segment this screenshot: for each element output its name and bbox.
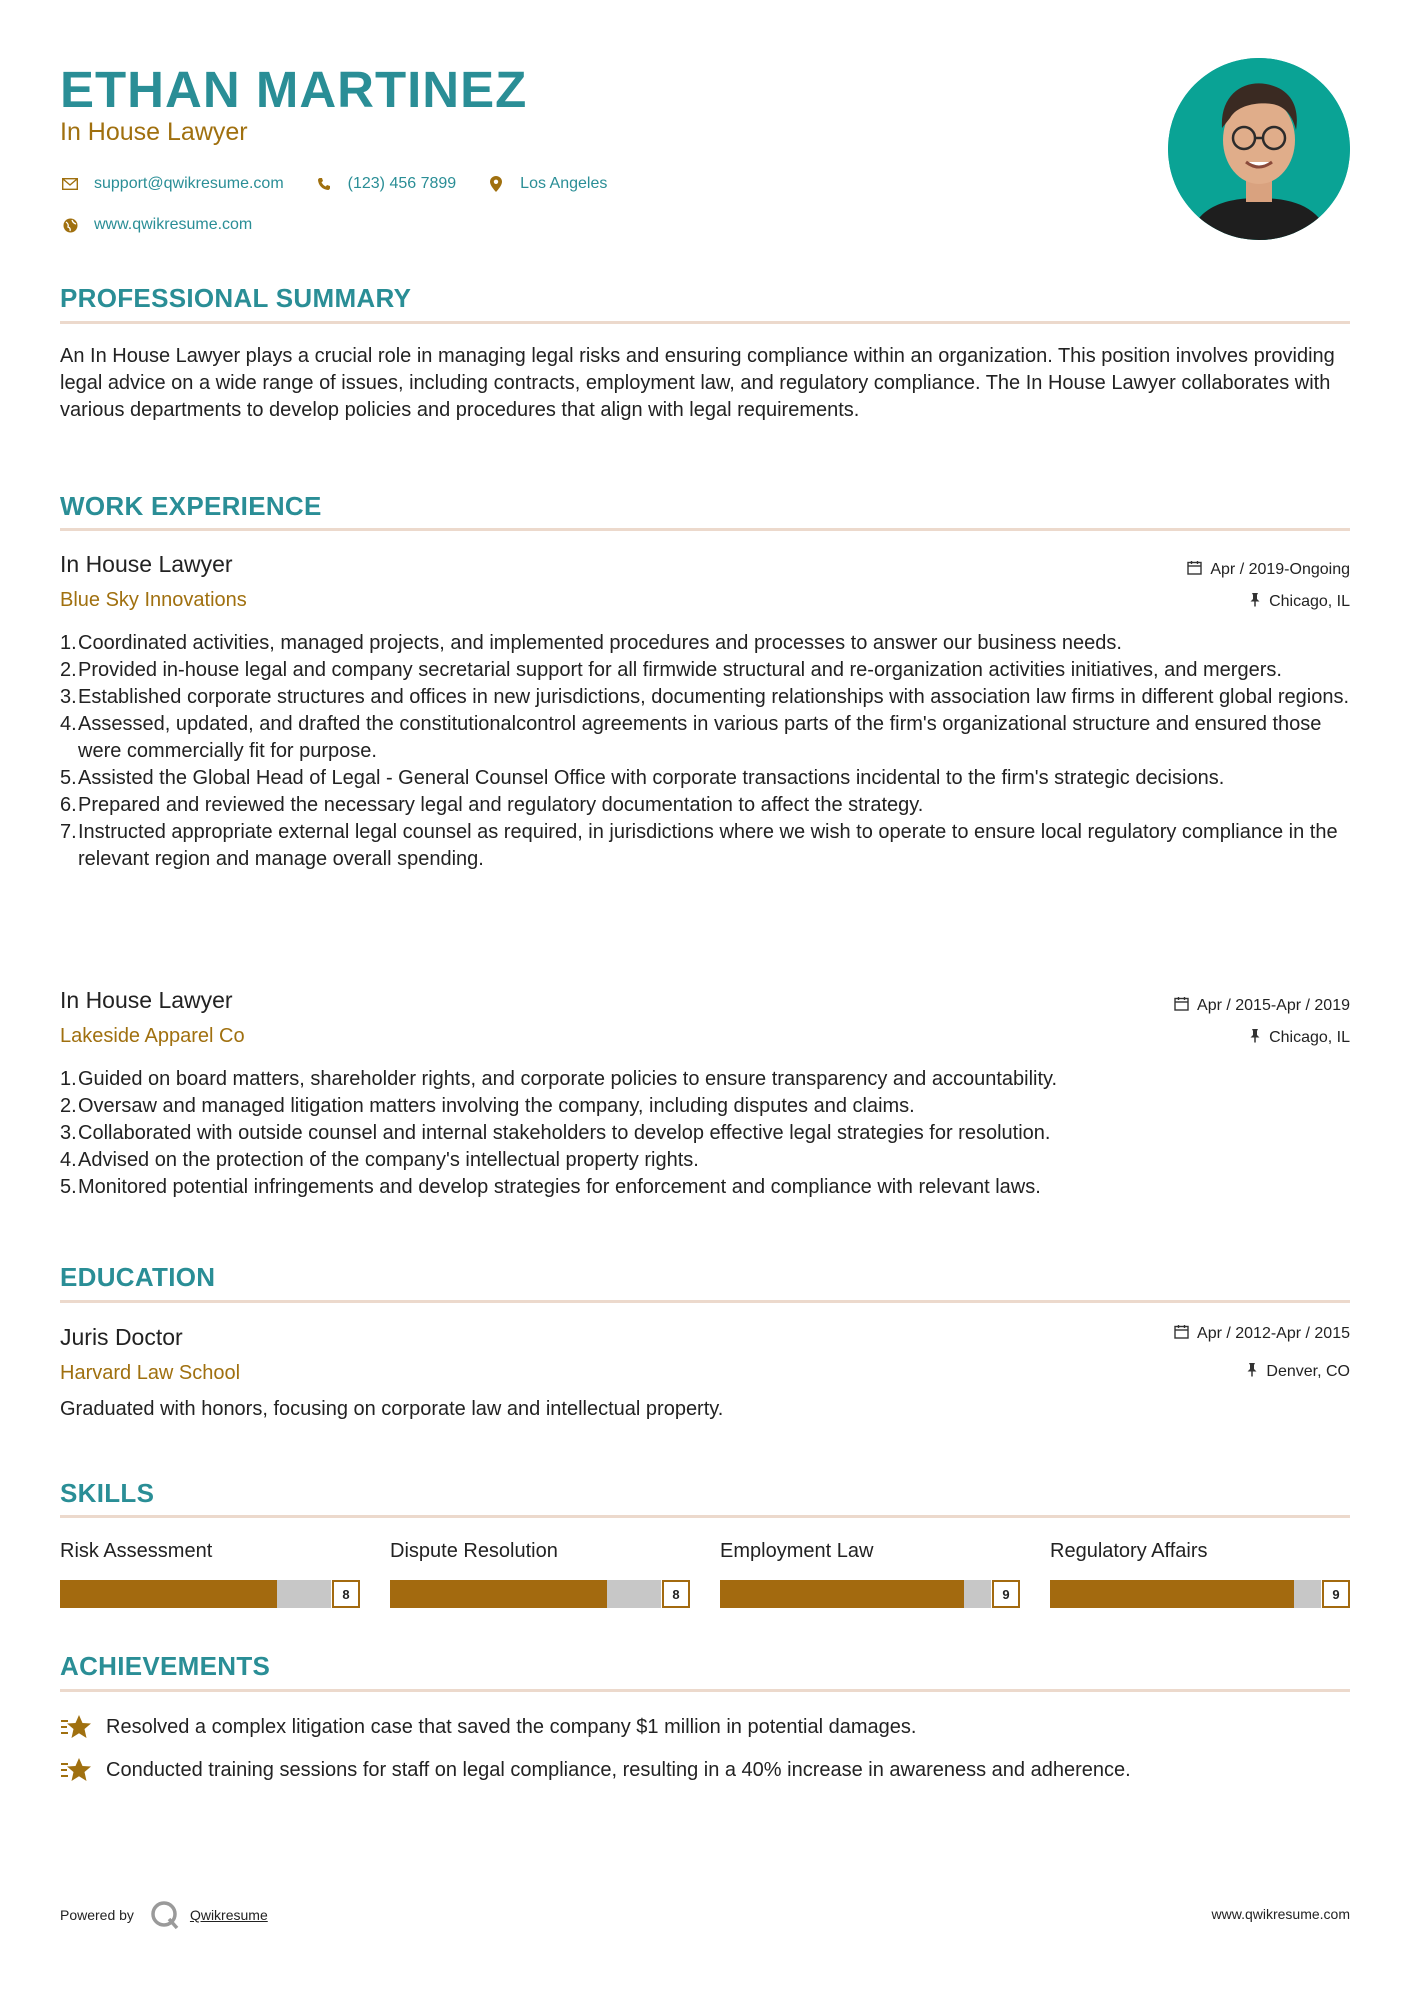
achievements-divider: [60, 1689, 1350, 1692]
qwikresume-logo-icon: [150, 1900, 180, 1930]
skill-bar: [390, 1580, 690, 1608]
education-description: Graduated with honors, focusing on corporate law and intellectual property.: [60, 1398, 724, 1420]
list-item: 6. Prepared and reviewed the necessary legal and regulatory documentation to affect the strategy.: [60, 794, 924, 816]
job-location-text: Chicago, IL: [1269, 592, 1350, 610]
skill-score: 8: [662, 1580, 690, 1608]
skill-score: 9: [992, 1580, 1020, 1608]
job-duties-list: [60, 630, 1368, 873]
summary-text: An In House Lawyer plays a crucial role in managing legal risks and ensuring compliance within an organization. This position involves providing legal advice on a wide range of issues, including contracts, employment law, and regulatory compliance. The In House Lawyer collaborates with various departments to develop policies and procedures that align with legal requirements.: [60, 345, 1335, 421]
pushpin-icon: [1246, 1362, 1258, 1381]
footer-url[interactable]: www.qwikresume.com: [1211, 1906, 1350, 1922]
candidate-title: In House Lawyer: [60, 118, 248, 146]
footer-powered-by: [60, 1900, 268, 1930]
calendar-icon: [1174, 1324, 1189, 1343]
skill-name: Dispute Resolution: [390, 1540, 558, 1562]
education-divider: [60, 1300, 1350, 1303]
list-item: 2. Oversaw and managed litigation matters involving the company, including disputes and claims.: [60, 1095, 915, 1117]
star-icon: [60, 1713, 92, 1741]
list-item: 1. Guided on board matters, shareholder rights, and corporate policies to ensure transparency and accountability.: [60, 1068, 1058, 1090]
email-item[interactable]: [60, 175, 284, 193]
skills-divider: [60, 1515, 1350, 1518]
email-text: support@qwikresume.com: [94, 175, 284, 192]
job-location: [1249, 592, 1350, 611]
contact-row-1: [60, 175, 637, 193]
website-item[interactable]: [60, 216, 252, 234]
degree-title: Juris Doctor: [60, 1324, 183, 1350]
list-item: 3. Established corporate structures and offices in new jurisdictions, documenting relationships with association law firms in different global regions.: [60, 686, 1350, 708]
skill-bar-fill: [390, 1580, 607, 1608]
company-name: Blue Sky Innovations: [60, 589, 247, 611]
calendar-icon: [1187, 560, 1202, 579]
job-title: In House Lawyer: [60, 987, 233, 1013]
achievement-text: Conducted training sessions for staff on legal compliance, resulting in a 40% increase in awareness and adherence.: [106, 1758, 1131, 1781]
summary-divider: [60, 321, 1350, 324]
skill-name: Risk Assessment: [60, 1540, 213, 1562]
website-text: www.qwikresume.com: [94, 216, 253, 233]
pushpin-icon: [1249, 1028, 1261, 1047]
achievement-item: [60, 1756, 1131, 1784]
skill-bar-fill: [720, 1580, 964, 1608]
resume-page: [60, 0, 1350, 1990]
job-location: [1249, 1028, 1350, 1047]
globe-icon: [60, 218, 80, 233]
skill-bar-fill: [60, 1580, 277, 1608]
job-title: In House Lawyer: [60, 551, 233, 577]
envelope-icon: [60, 178, 80, 190]
location-text: Los Angeles: [520, 175, 608, 192]
skill-bar: [1050, 1580, 1350, 1608]
list-item: 7. Instructed appropriate external legal counsel as required, in jurisdictions where we wish to operate to ensure local regulatory compliance in the relevant region and manage overall spending.: [60, 821, 1338, 870]
summary-heading: PROFESSIONAL SUMMARY: [60, 283, 412, 313]
phone-item[interactable]: [314, 175, 457, 193]
list-item: 4. Assessed, updated, and drafted the constitutionalcontrol agreements in various parts of the firm's organizational structure and ensured those were commercially fit for purpose.: [60, 713, 1322, 762]
phone-icon: [314, 177, 334, 191]
list-item: 5. Monitored potential infringements and develop strategies for enforcement and compliance with relevant laws.: [60, 1176, 1041, 1198]
job-dates-text: Apr / 2015-Apr / 2019: [1197, 996, 1350, 1014]
company-name: Lakeside Apparel Co: [60, 1025, 245, 1047]
list-item: 4. Advised on the protection of the company's intellectual property rights.: [60, 1149, 699, 1171]
job-location-text: Chicago, IL: [1269, 1028, 1350, 1046]
skill-item: [390, 1540, 690, 1608]
achievement-text: Resolved a complex litigation case that saved the company $1 million in potential damages.: [106, 1715, 917, 1738]
achievement-item: [60, 1713, 916, 1741]
map-pin-icon: [486, 176, 506, 192]
skill-name: Regulatory Affairs: [1050, 1540, 1208, 1562]
job-dates: [1187, 560, 1350, 579]
school-name: Harvard Law School: [60, 1362, 241, 1384]
pushpin-icon: [1249, 592, 1261, 611]
education-location-text: Denver, CO: [1266, 1362, 1350, 1380]
skill-bar: [60, 1580, 360, 1608]
education-dates-text: Apr / 2012-Apr / 2015: [1197, 1324, 1350, 1342]
skill-item: [60, 1540, 360, 1608]
qwikresume-link[interactable]: Qwikresume: [189, 1907, 268, 1923]
achievements-heading: ACHIEVEMENTS: [60, 1651, 271, 1681]
skills-heading: SKILLS: [60, 1478, 155, 1508]
job-duties-list: [60, 1066, 1368, 1201]
location-item: [486, 175, 607, 193]
education-heading: EDUCATION: [60, 1262, 216, 1292]
skill-item: [1050, 1540, 1350, 1608]
skill-score: 8: [332, 1580, 360, 1608]
calendar-icon: [1174, 996, 1189, 1015]
experience-divider: [60, 528, 1350, 531]
avatar: [1168, 58, 1350, 240]
skill-bar-fill: [1050, 1580, 1294, 1608]
skill-score: 9: [1322, 1580, 1350, 1608]
list-item: 5. Assisted the Global Head of Legal - General Counsel Office with corporate transactions incidental to the firm's strategic decisions.: [60, 767, 1225, 789]
skill-name: Employment Law: [720, 1540, 874, 1562]
education-dates: [1174, 1324, 1350, 1343]
list-item: 1. Coordinated activities, managed projects, and implemented procedures and processes to answer our business needs.: [60, 632, 1122, 654]
skill-item: [720, 1540, 1020, 1608]
contact-row-2: [60, 216, 282, 234]
education-location: [1246, 1362, 1350, 1381]
candidate-name: ETHAN MARTINEZ: [60, 61, 528, 118]
experience-heading: WORK EXPERIENCE: [60, 491, 322, 521]
job-dates: [1174, 996, 1350, 1015]
skill-bar: [720, 1580, 1020, 1608]
powered-by-label: Powered by: [60, 1907, 134, 1923]
phone-text: (123) 456 7899: [347, 175, 457, 192]
list-item: 2. Provided in-house legal and company secretarial support for all firmwide structural and re-organization activities initiatives, and mergers.: [60, 659, 1282, 681]
star-icon: [60, 1756, 92, 1784]
list-item: 3. Collaborated with outside counsel and internal stakeholders to develop effective legal strategies for resolution.: [60, 1122, 1051, 1144]
job-dates-text: Apr / 2019-Ongoing: [1210, 560, 1350, 578]
